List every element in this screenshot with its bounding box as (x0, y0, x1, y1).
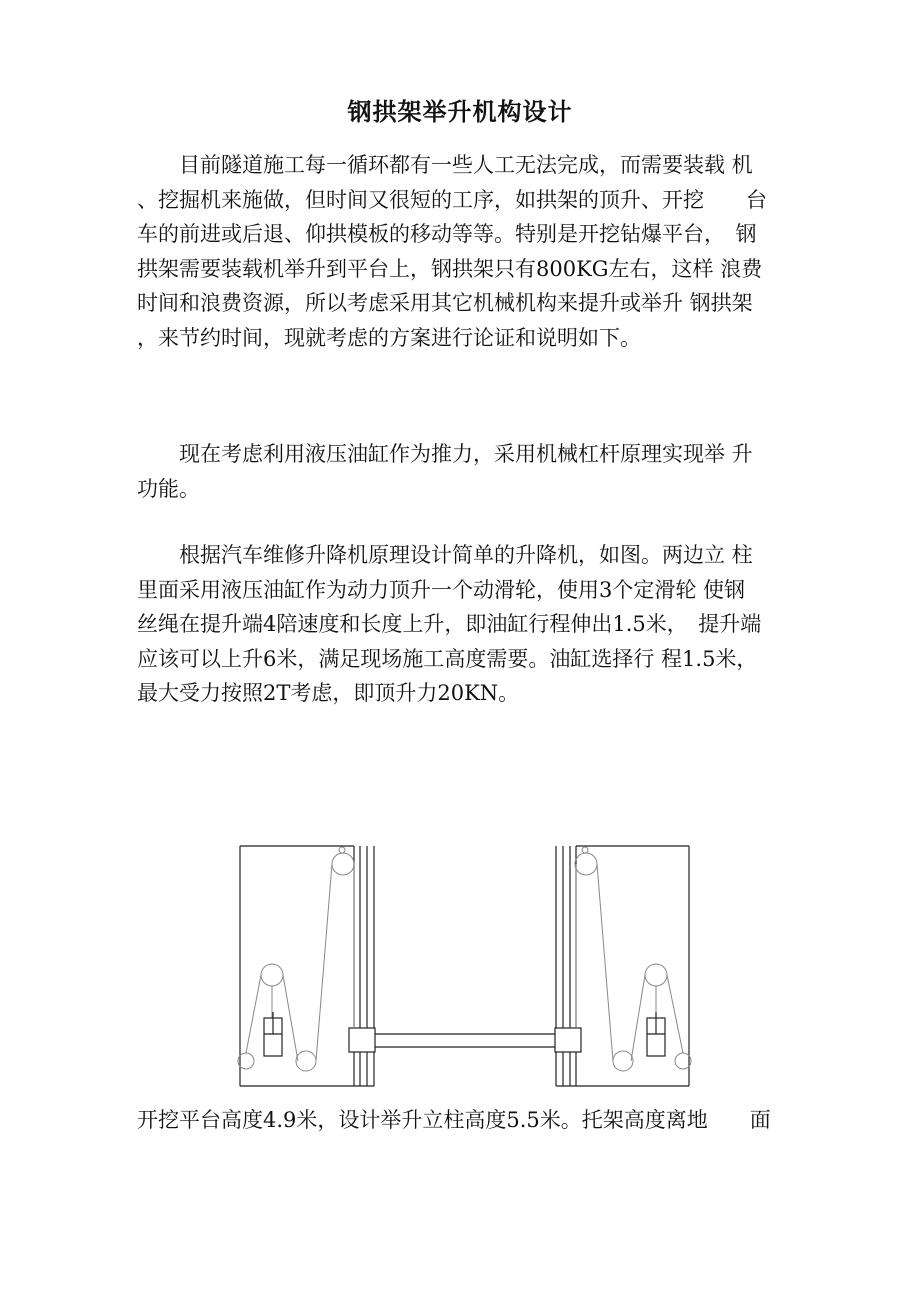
right-rope-system (575, 847, 691, 1071)
paragraph-line: 、挖掘机来施做，但时间又很短的工序，如拱架的顶升、开挖 台 (137, 187, 767, 212)
left-hydraulic-cylinder (264, 1012, 282, 1056)
left-rope-system (238, 847, 354, 1071)
crossbeam (375, 1034, 555, 1047)
paragraph-design (137, 538, 797, 711)
paragraph-concept (137, 437, 797, 506)
paragraph-platform (137, 1103, 797, 1138)
paragraph-line: 应该可以上升6米，满足现场施工高度需要。油缸选择行 程1.5米， (137, 646, 758, 671)
paragraph-line: 拱架需要装载机举升到平台上，钢拱架只有800KG左右，这样 浪费 (137, 256, 763, 281)
paragraph-line: ，来节约时间，现就考虑的方案进行论证和说明如下。 (137, 325, 641, 350)
paragraph-line: 开挖平台高度4.9米，设计举升立柱高度5.5米。托架高度离地 面 (137, 1108, 771, 1132)
pulley-icon (645, 964, 667, 986)
pulley-icon (261, 964, 283, 986)
paragraph-line: 里面采用液压油缸作为动力顶升一个动滑轮，使用3个定滑轮 使钢 (137, 577, 746, 602)
paragraph-line: 功能。 (137, 476, 200, 501)
right-carriage-block (555, 1028, 581, 1052)
paragraph-line: 目前隧道施工每一循环都有一些人工无法完成，而需要装载 机 (137, 153, 753, 177)
paragraph-line: 最大受力按照2T考虑，即顶升力20KN。 (137, 681, 520, 705)
pulley-icon (575, 853, 597, 875)
left-carriage-block (349, 1028, 375, 1052)
right-hydraulic-cylinder (647, 1012, 665, 1056)
lift-mechanism-diagram (236, 838, 696, 1090)
paragraph-line: 丝绳在提升端4陪速度和长度上升，即油缸行程伸出1.5米， 提升端 (137, 612, 762, 636)
paragraph-line: 根据汽车维修升降机原理设计简单的升降机，如图。两边立 柱 (137, 543, 753, 567)
paragraph-line: 现在考虑利用液压油缸作为推力，采用机械杠杆原理实现举 升 (137, 442, 753, 466)
paragraph-line: 车的前进或后退、仰拱模板的移动等等。特别是开挖钻爆平台， 钢 (137, 222, 757, 246)
page-title: 钢拱架举升机构设计 (347, 98, 573, 126)
pulley-icon (296, 1051, 316, 1071)
paragraph-intro (137, 148, 797, 355)
pulley-icon (332, 853, 354, 875)
pulley-icon (613, 1051, 633, 1071)
paragraph-line: 时间和浪费资源，所以考虑采用其它机械机构来提升或举升 钢拱架 (137, 291, 753, 315)
